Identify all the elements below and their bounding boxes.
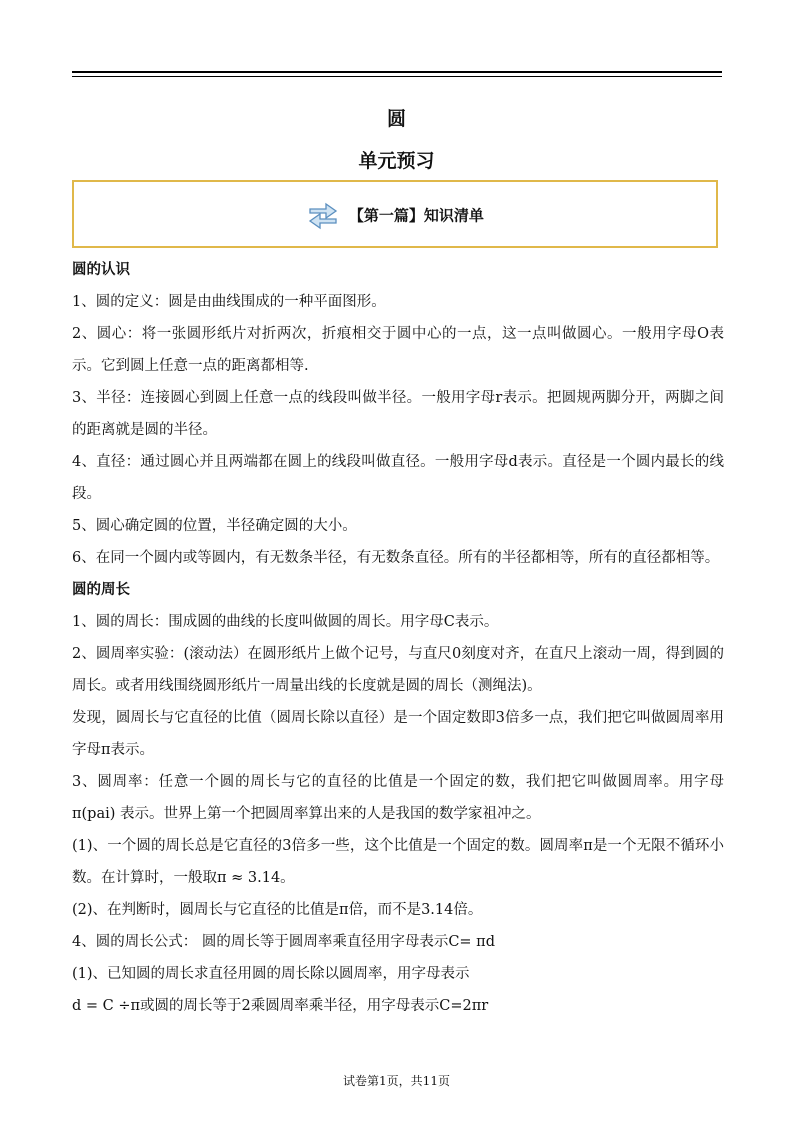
paragraph: 2、圆心：将一张圆形纸片对折两次，折痕相交于圆中心的一点，这一点叫做圆心。一般用字母O表示。它到圆上任意一点的距离都相等.: [72, 326, 724, 374]
paragraph: 4、直径：通过圆心并且两端都在圆上的线段叫做直径。一般用字母d表示。直径是一个圆内最长的线段。: [72, 454, 724, 502]
paragraph: 1、圆的定义：圆是由曲线围成的一种平面图形。: [72, 294, 386, 310]
paragraph: 2、圆周率实验：(滚动法）在圆形纸片上做个记号，与直尺0刻度对齐，在直尺上滚动一周，得到圆的周长。或者用线围绕圆形纸片一周量出线的长度就是圆的周长（测绳法)。: [72, 646, 724, 694]
section-box-label: 【第一篇】知识清单: [348, 206, 484, 225]
header-rule-thin: [72, 76, 722, 77]
paragraph: d = C ÷π或圆的周长等于2乘圆周率乘半径，用字母表示C=2πr: [72, 998, 489, 1014]
paragraph: 5、圆心确定圆的位置，半径确定圆的大小。: [72, 518, 357, 534]
paragraph: 3、半径：连接圆心到圆上任意一点的线段叫做半径。一般用字母r表示。把圆规两脚分开，两脚之间的距离就是圆的半径。: [72, 390, 724, 438]
section-heading: 圆的认识: [72, 261, 130, 278]
header-rule-thick: [72, 71, 722, 73]
paragraph: (1)、已知圆的周长求直径用圆的周长除以圆周率，用字母表示: [72, 966, 470, 982]
paragraph: (1)、一个圆的周长总是它直径的3倍多一些，这个比值是一个固定的数。圆周率π是一个无限不循环小数。在计算时，一般取π ≈ 3.14。: [72, 838, 724, 886]
document-body: [72, 254, 724, 1022]
paragraph: 6、在同一个圆内或等圆内，有无数条半径，有无数条直径。所有的半径都相等，所有的直径都相等。: [72, 550, 720, 566]
paragraph: (2)、在判断时，圆周长与它直径的比值是π倍，而不是3.14倍。: [72, 902, 483, 918]
section-box-header: [74, 200, 716, 230]
paragraph: 4、圆的周长公式： 圆的周长等于圆周率乘直径用字母表示C= πd: [72, 934, 495, 950]
page-title: 圆: [386, 108, 406, 130]
paragraph: 1、圆的周长：围成圆的曲线的长度叫做圆的周长。用字母C表示。: [72, 614, 499, 630]
double-arrow-icon: [306, 205, 349, 223]
paragraph: 发现，圆周长与它直径的比值（圆周长除以直径）是一个固定数即3倍多一点，我们把它叫做圆周率用字母π表示。: [72, 710, 724, 758]
section-box: [72, 180, 718, 248]
paragraph: 3、圆周率：任意一个圆的周长与它的直径的比值是一个固定的数，我们把它叫做圆周率。用字母π(pai) 表示。世界上第一个把圆周率算出来的人是我国的数学家祖冲之。: [72, 774, 724, 822]
page-footer: 试卷第1页，共11页: [343, 1074, 450, 1088]
page-subtitle: 单元预习: [358, 150, 435, 172]
section-heading: 圆的周长: [72, 581, 130, 598]
